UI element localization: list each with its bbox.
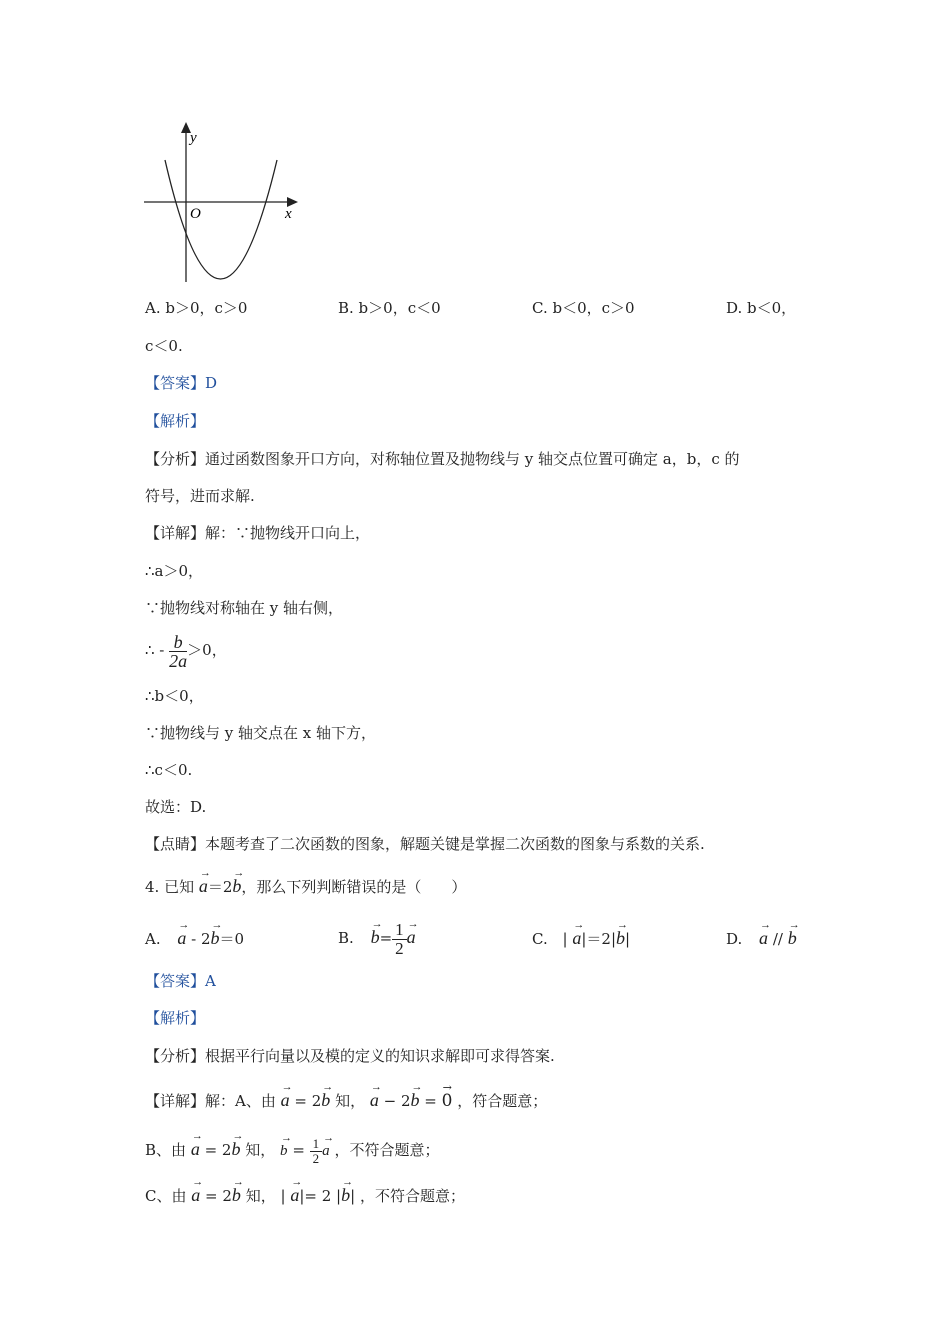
q3-detail-6: ∵抛物线与 y 轴交点在 x 轴下方， xyxy=(145,724,377,742)
greater-than-zero: ＞0， xyxy=(187,641,227,659)
parabola-curve xyxy=(165,160,277,279)
q4-detail-a xyxy=(145,1090,547,1111)
fraction-numerator: 1 xyxy=(310,1137,323,1152)
q4-detail-c-mid: 知， xyxy=(245,1187,276,1205)
q4-stem xyxy=(145,876,466,897)
q4-detail-a-mid: 知， xyxy=(335,1092,366,1110)
q3-detail-7: ∴c＜0. xyxy=(145,761,193,779)
parallel-symbol: // xyxy=(772,930,783,948)
abs-bar: | xyxy=(350,1187,356,1205)
vector-a: → a xyxy=(290,1185,299,1205)
vector-b: → b xyxy=(231,1127,240,1171)
vector-a: → a xyxy=(759,928,768,948)
q4-option-a xyxy=(145,928,244,949)
zero-vector: → 0 xyxy=(442,1091,453,1111)
fraction-denominator: 2a xyxy=(169,650,188,671)
fraction-denominator: 2 xyxy=(395,938,404,958)
abs-bar: | xyxy=(625,930,631,948)
origin-label: O xyxy=(190,206,201,222)
abs-equals-two: |= 2 | xyxy=(299,1187,342,1205)
q3-fenxi-2: 符号，进而求解. xyxy=(145,487,255,505)
vector-b: → b xyxy=(321,1090,330,1110)
fraction-numerator: b xyxy=(169,633,187,652)
fraction-one-half xyxy=(310,1137,323,1166)
vector-a: → a xyxy=(407,915,416,959)
fraction-b-over-2a xyxy=(169,633,187,670)
q4-option-a-end: ＝0 xyxy=(219,930,245,948)
vector-a: → a xyxy=(199,876,208,896)
vector-b: → b xyxy=(232,876,241,896)
q4-analysis-label: 【解析】 xyxy=(145,1009,206,1027)
vector-b: → b xyxy=(371,915,380,959)
abs-bar: | xyxy=(280,1187,286,1205)
q4-detail-a-suffix: ，符合题意； xyxy=(457,1092,548,1110)
q3-option-d: D. b＜0， xyxy=(726,299,797,317)
q4-detail-b-prefix: B、由 xyxy=(145,1141,187,1159)
equals: = xyxy=(289,1092,312,1110)
q4-option-b-eq: = xyxy=(379,929,393,947)
q3-detail-4 xyxy=(145,628,227,672)
q3-option-a: A. b＞0，c＞0 xyxy=(145,299,248,317)
x-axis-label: x xyxy=(285,206,292,222)
q3-detail-1: 【详解】解：∵抛物线开口向上， xyxy=(145,524,371,542)
q3-option-d-cont: c＜0. xyxy=(145,337,183,355)
q4-detail-b-mid: 知， xyxy=(245,1141,276,1159)
q4-fenxi: 【分析】根据平行向量以及模的定义的知识求解即可求得答案. xyxy=(145,1047,555,1065)
q4-option-c-label: C. xyxy=(532,930,548,948)
abs-bar: | xyxy=(562,930,568,948)
vector-a: → a xyxy=(177,928,186,948)
q4-detail-c-prefix: C、由 xyxy=(145,1187,187,1205)
parabola-figure xyxy=(140,118,310,288)
vector-b: → b xyxy=(788,928,797,948)
q4-option-d-label: D. xyxy=(726,930,743,948)
vector-b: → b xyxy=(616,928,625,948)
vector-b: → b xyxy=(280,1129,288,1173)
vector-a: → a xyxy=(370,1090,379,1110)
q4-stem-prefix: 4. 已知 xyxy=(145,878,195,896)
vector-a: → a xyxy=(322,1129,330,1173)
fraction-numerator: 1 xyxy=(392,921,407,940)
two: 2 xyxy=(311,1092,322,1110)
q4-detail-b xyxy=(145,1127,439,1173)
q3-option-b: B. b＞0，c＜0 xyxy=(338,299,441,317)
equals: = xyxy=(419,1092,442,1110)
q3-option-c: C. b＜0，c＞0 xyxy=(532,299,635,317)
vector-a: → a xyxy=(572,928,581,948)
q3-analysis-label: 【解析】 xyxy=(145,412,206,430)
q4-answer: 【答案】A xyxy=(145,972,216,990)
q4-stem-suffix: ，那么下列判断错误的是（ ） xyxy=(241,878,467,896)
vector-b: → b xyxy=(341,1185,350,1205)
fraction-denominator: 2 xyxy=(312,1150,320,1166)
vector-a: → a xyxy=(191,1127,200,1171)
vector-b: → b xyxy=(211,928,220,948)
q4-option-a-tail: - 2 xyxy=(186,930,211,948)
vector-a: → a xyxy=(191,1185,200,1205)
q3-comment xyxy=(145,834,705,854)
q4-option-a-label: A. xyxy=(145,930,161,948)
q4-option-b xyxy=(338,915,416,960)
fraction-one-half xyxy=(392,921,407,958)
q4-option-c xyxy=(532,928,630,949)
q4-detail-c-suffix: ，不符合题意； xyxy=(359,1187,465,1205)
q4-option-b-label: B. xyxy=(338,929,354,947)
q3-answer: 【答案】D xyxy=(145,374,218,392)
y-axis-label: y xyxy=(190,130,197,146)
q3-detail-8: 故选：D. xyxy=(145,798,207,816)
equals: = xyxy=(199,1141,222,1159)
q4-option-d xyxy=(726,928,797,949)
q3-detail-3: ∵抛物线对称轴在 y 轴右侧， xyxy=(145,599,344,617)
q4-detail-c xyxy=(145,1185,465,1206)
q4-detail-b-suffix: ，不符合题意； xyxy=(334,1141,440,1159)
q3-fenxi: 【分析】通过函数图象开口方向，对称轴位置及抛物线与 y 轴交点位置可确定 a，b，c 的 xyxy=(145,450,740,468)
q3-comment-text: 【点睛】本题考查了二次函数的图象，解题关键是掌握二次函数的图象与系数的关系. xyxy=(145,835,705,853)
vector-a: → a xyxy=(281,1090,290,1110)
equals: = xyxy=(200,1187,223,1205)
equals: = xyxy=(287,1141,310,1159)
two: 2 xyxy=(222,1187,232,1205)
vector-b: → b xyxy=(232,1185,241,1205)
q4-option-c-tail: |＝2| xyxy=(581,930,616,948)
two: 2 xyxy=(221,1141,232,1159)
q3-detail-2: ∴a＞0， xyxy=(145,562,204,580)
q4-detail-a-prefix: 【详解】解：A、由 xyxy=(145,1092,276,1110)
q4-stem-eq: ＝2 xyxy=(207,878,233,896)
vector-b: → b xyxy=(411,1090,420,1110)
therefore-minus: ∴ - xyxy=(145,641,165,659)
minus-two: − 2 xyxy=(378,1092,411,1110)
q3-detail-5: ∴b＜0， xyxy=(145,687,204,705)
